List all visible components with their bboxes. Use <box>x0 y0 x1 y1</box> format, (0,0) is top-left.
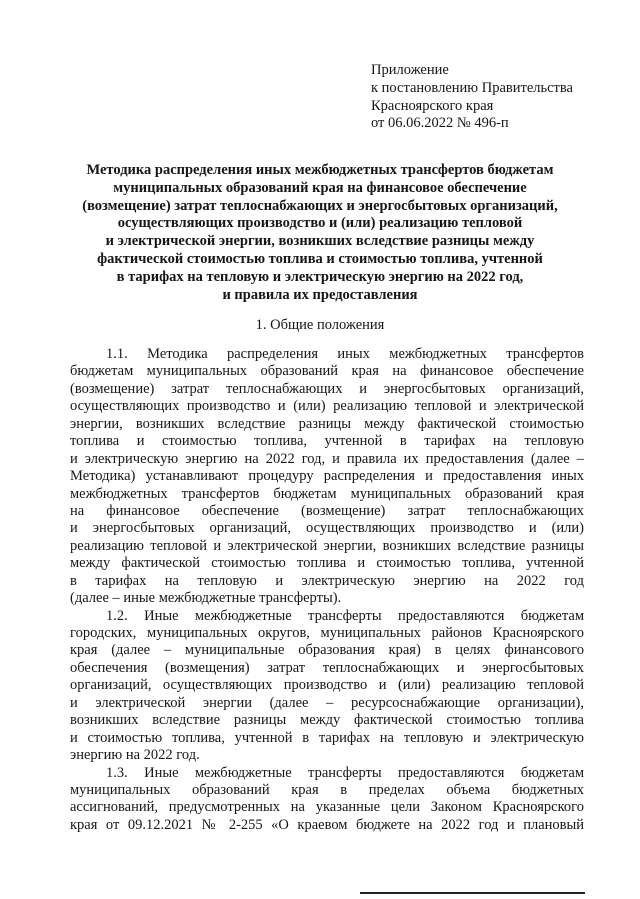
footer-divider <box>360 892 585 894</box>
paragraph-line: между фактической стоимостью топлива и стоимостью топлива, учтенной <box>70 555 584 572</box>
paragraph-line: энергию на 2022 год. <box>70 747 200 764</box>
paragraph-line: края (далее – муниципальные образования края) в целях финансового <box>70 642 584 659</box>
paragraph-line: 1.1. Методика распределения иных межбюджетных трансфертов <box>106 346 584 362</box>
paragraph-line: муниципальных образований края в пределах объема бюджетных <box>70 781 584 798</box>
paragraph-line: и электрическую энергию на 2022 год, и правила их предоставления (далее – <box>70 450 584 467</box>
title-line: в тарифах на тепловую и электрическую энергию на 2022 год, <box>116 268 524 285</box>
title-line: и электрической энергии, возникших вследствие разницы между <box>105 233 535 250</box>
appendix-line: Красноярского края <box>371 97 494 114</box>
title-line: и правила их предоставления <box>222 286 418 303</box>
paragraph-line: возникших вследствие разницы между фактической стоимостью топлива <box>70 712 584 729</box>
paragraph-line: и электрической энергии (далее – ресурсоснабжающие организации), <box>70 694 584 711</box>
title-line: фактической стоимостью топлива и стоимостью топлива, учтенной <box>97 250 543 267</box>
paragraph-line: энергии, возникших вследствие разницы между фактической стоимостью <box>70 415 584 432</box>
title-line: муниципальных образований края на финансовое обеспечение <box>113 179 527 196</box>
appendix-note <box>371 62 573 133</box>
paragraph-line: обеспечения (возмещения) затрат теплоснабжающих и энергосбытовых <box>70 659 584 676</box>
paragraph-line: 1.2. Иные межбюджетные трансферты предоставляются бюджетам <box>106 607 584 624</box>
appendix-line: от 06.06.2022 № 496-п <box>371 115 509 132</box>
paragraph-line: ассигнований, предусмотренных на указанные цели Законом Красноярского <box>70 799 584 816</box>
title-line: Методика распределения иных межбюджетных трансфертов бюджетам <box>86 162 554 178</box>
paragraph-line: топлива и стоимостью топлива, учтенной в тарифах на тепловую <box>70 433 584 450</box>
section-heading: 1. Общие положения <box>255 317 385 333</box>
paragraph-line: 1.3. Иные межбюджетные трансферты предоставляются бюджетам <box>106 764 584 781</box>
title-line: (возмещение) затрат теплоснабжающих и энергосбытовых организаций, <box>82 197 558 214</box>
paragraph-line: межбюджетных трансфертов бюджетам муниципальных образований края <box>70 485 584 502</box>
document-body <box>70 346 584 834</box>
title-line: осуществляющих производство и (или) реализацию тепловой <box>117 215 523 232</box>
paragraph-line: (возмещение) затрат теплоснабжающих и энергосбытовых организаций, <box>70 380 584 397</box>
paragraph-line: городских, муниципальных округов, муниципальных районов Красноярского <box>70 625 584 641</box>
document-title <box>0 162 640 304</box>
appendix-line: Приложение <box>371 62 449 78</box>
paragraph-line: бюджетам муниципальных образований края на финансовое обеспечение <box>70 363 584 380</box>
paragraph-line: (далее – иные межбюджетные трансферты). <box>70 590 342 607</box>
appendix-line: к постановлению Правительства <box>371 79 573 96</box>
paragraph-line: и стоимостью топлива, учтенной в тарифах на тепловую и электрическую <box>70 729 584 746</box>
paragraph-line: реализацию тепловой и электрической энергии, возникших вследствие разницы <box>70 537 584 554</box>
paragraph-line: осуществляющих производство и (или) реализацию тепловой и электрической <box>70 398 584 415</box>
paragraph-line: края от 09.12.2021 № 2-255 «О краевом бюджете на 2022 год и плановый <box>70 816 584 833</box>
paragraph-line: организаций, осуществляющих производство и (или) реализацию тепловой <box>70 677 584 694</box>
paragraph-line: в тарифах на тепловую и электрическую энергию на 2022 год <box>70 572 584 589</box>
paragraph-line: на финансовое обеспечение (возмещение) затрат теплоснабжающих <box>70 502 584 519</box>
paragraph-line: Методика) устанавливают процедуру распределения и предоставления иных <box>70 468 584 485</box>
paragraph-line: и энергосбытовых организаций, осуществляющих производство и (или) <box>70 520 584 537</box>
